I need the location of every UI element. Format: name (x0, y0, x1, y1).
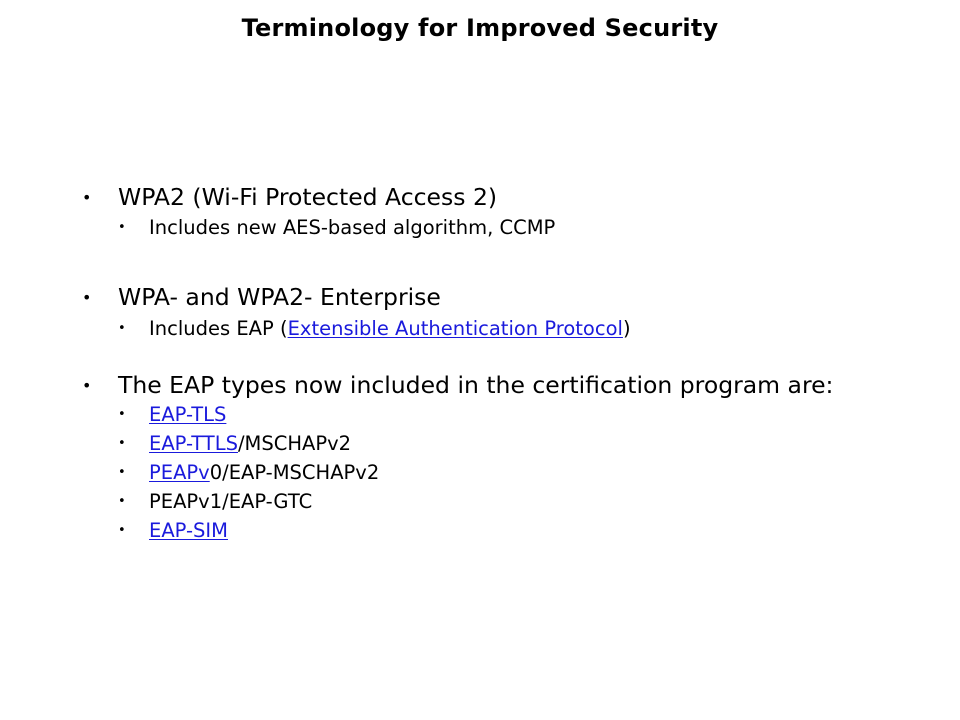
bullet-wpa2 (80, 183, 900, 240)
link-extensible-authentication-protocol[interactable]: Extensible Authentication Protocol (287, 317, 623, 340)
link-eap-sim[interactable]: EAP-SIM (149, 519, 228, 542)
slide-title: Terminology for Improved Security (241, 14, 719, 42)
bullet-eap-types-heading (80, 371, 900, 399)
list-item (80, 403, 900, 427)
heading-text: WPA2 (Wi-Fi Protected Access 2) (118, 183, 498, 211)
list-item (80, 490, 900, 514)
list-item (80, 519, 900, 543)
bullet-eap-types (80, 371, 900, 543)
sub-bullet-suffix: ) (622, 317, 631, 340)
bullet-enterprise-heading (80, 283, 900, 311)
sub-bullet-dot-icon: • (118, 465, 126, 480)
bullet-dot-icon: • (82, 188, 92, 207)
sub-bullet-ccmp (80, 216, 900, 240)
item-rest: 0/EAP-MSCHAPv2 (209, 461, 380, 484)
sub-bullet-prefix: Includes EAP ( (149, 317, 288, 340)
link-peapv[interactable]: PEAPv (149, 461, 210, 484)
list-item (80, 432, 900, 456)
sub-bullet-dot-icon: • (118, 494, 126, 509)
bullet-enterprise (80, 283, 900, 341)
bullet-dot-icon: • (82, 288, 92, 307)
sub-bullet-dot-icon: • (118, 523, 126, 538)
sub-bullet-dot-icon: • (118, 436, 126, 451)
item-rest: /MSCHAPv2 (237, 432, 352, 455)
item-text: PEAPv1/EAP-GTC (149, 490, 313, 513)
sub-bullet-eap (80, 317, 900, 341)
link-eap-ttls[interactable]: EAP-TTLS (149, 432, 238, 455)
link-eap-tls[interactable]: EAP-TLS (149, 403, 227, 426)
sub-bullet-dot-icon: • (118, 407, 126, 422)
heading-text: WPA- and WPA2- Enterprise (118, 283, 441, 311)
sub-bullet-dot-icon: • (118, 321, 126, 336)
bullet-dot-icon: • (82, 376, 92, 395)
heading-text: The EAP types now included in the certification program are: (118, 371, 834, 399)
list-item (80, 461, 900, 485)
sub-bullet-dot-icon: • (118, 220, 126, 235)
bullet-wpa2-heading (80, 183, 900, 211)
sub-bullet-text: Includes new AES-based algorithm, CCMP (149, 216, 556, 239)
